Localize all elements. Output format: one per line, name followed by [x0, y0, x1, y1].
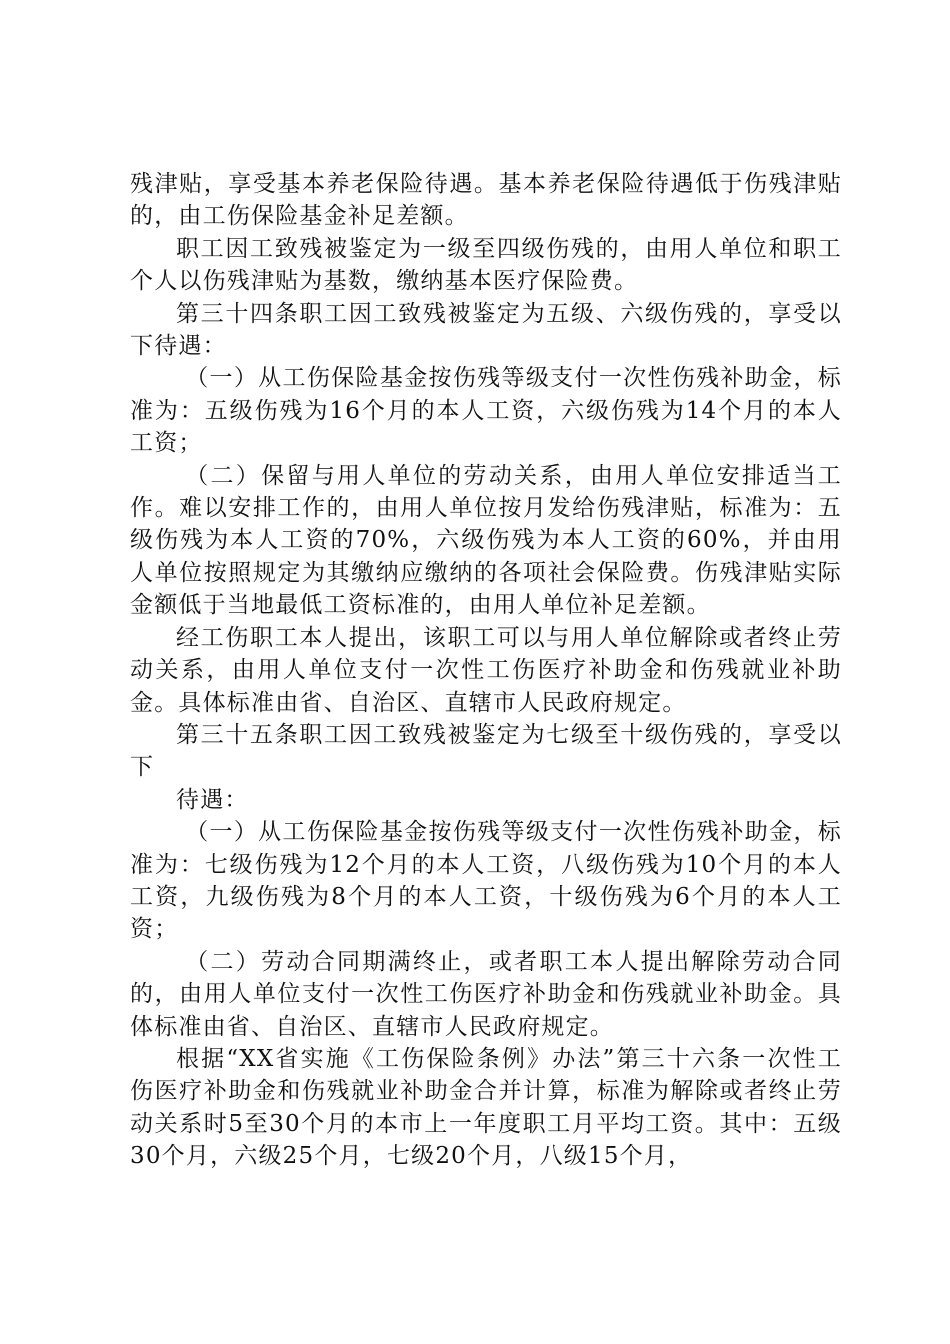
paragraph-article-35-item-2: （二）劳动合同期满终止，或者职工本人提出解除劳动合同的，由用人单位支付一次性工伤医疗补助金和伤残就业补助金。具体标准由省、自治区、直辖市人民政府规定。: [130, 948, 842, 1040]
paragraph-provincial-measures: 根据“XX省实施《工伤保险条例》办法”第三十六条一次性工伤医疗补助金和伤残就业补助金合并计算，标准为解除或者终止劳动关系时5至30个月的本市上一年度职工月平均工资。其中：五级30个月，六级25个月，七级20个月，八级15个月，: [130, 1045, 842, 1170]
paragraph-termination: 经工伤职工本人提出，该职工可以与用人单位解除或者终止劳动关系，由用人单位支付一次性工伤医疗补助金和伤残就业补助金。具体标准由省、自治区、直辖市人民政府规定。: [130, 624, 842, 716]
paragraph-medical-insurance: 职工因工致残被鉴定为一级至四级伤残的，由用人单位和职工个人以伤残津贴为基数，缴纳基本医疗保险费。: [130, 235, 842, 295]
document-page: [130, 168, 842, 1173]
paragraph-article-34-item-2: （二）保留与用人单位的劳动关系，由用人单位安排适当工作。难以安排工作的，由用人单位按月发给伤残津贴，标准为：五级伤残为本人工资的70%，六级伤残为本人工资的60%，并由用人单位按照规定为其缴纳应缴纳的各项社会保险费。伤残津贴实际金额低于当地最低工资标准的，由用人单位补足差额。: [130, 462, 842, 619]
paragraph-article-34: 第三十四条职工因工致残被鉴定为五级、六级伤残的，享受以下待遇：: [130, 300, 842, 360]
paragraph-article-35: 第三十五条职工因工致残被鉴定为七级至十级伤残的，享受以下: [130, 721, 842, 781]
paragraph-continuation: 残津贴，享受基本养老保险待遇。基本养老保险待遇低于伤残津贴的，由工伤保险基金补足差额。: [130, 171, 842, 230]
paragraph-article-35-item-1: （一）从工伤保险基金按伤残等级支付一次性伤残补助金，标准为：七级伤残为12个月的本人工资，八级伤残为10个月的本人工资，九级伤残为8个月的本人工资，十级伤残为6个月的本人工资；: [130, 819, 842, 943]
paragraph-article-34-item-1: （一）从工伤保险基金按伤残等级支付一次性伤残补助金，标准为：五级伤残为16个月的本人工资，六级伤残为14个月的本人工资；: [130, 365, 842, 457]
paragraph-article-35-heading: 待遇：: [176, 786, 249, 813]
